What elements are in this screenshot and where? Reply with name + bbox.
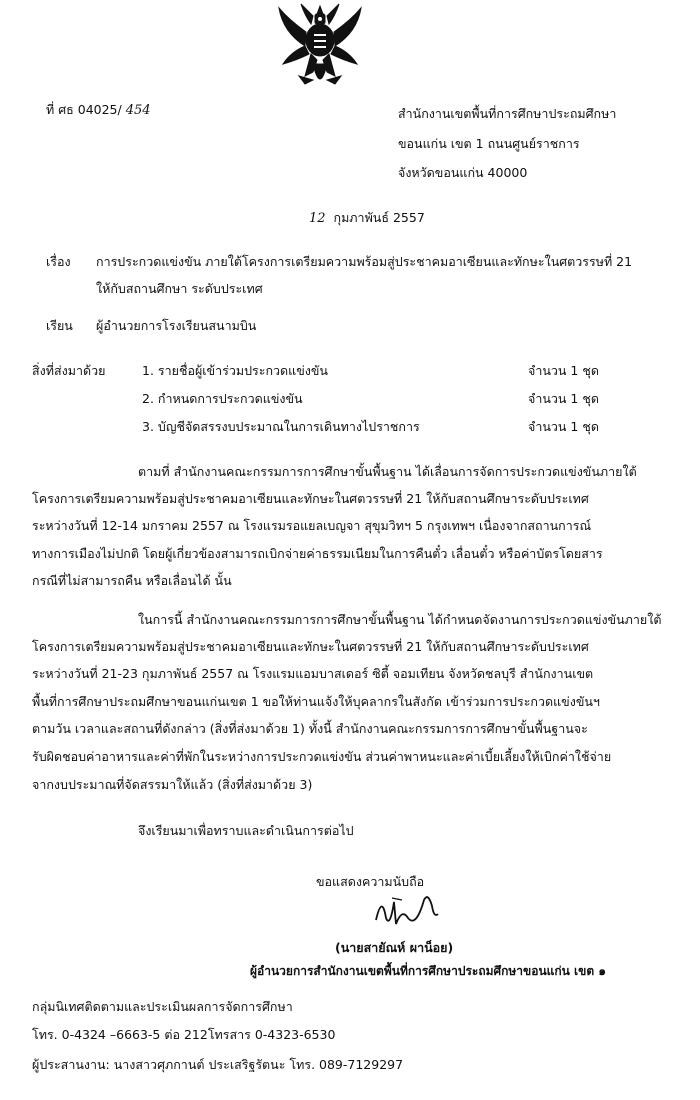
doc-number: [46, 100, 151, 120]
paragraph1-line-3: ระหว่างวันที่ 12-14 มกราคม 2557 ณ โรงแรมรอแยลเบญจา สุขุมวิทฯ 5 กรุงเทพฯ เนื่องจากสถานการณ์: [32, 518, 592, 533]
enclosure-item-3: 3. บัญชีจัดสรรงบประมาณในการเดินทางไปราชการ: [142, 419, 420, 434]
signer-title: ผู้อำนวยการสำนักงานเขตพื้นที่การศึกษาประถมศึกษาขอนแก่น เขต ๑: [250, 964, 606, 978]
letter-date: [309, 208, 425, 228]
enclosure-qty-2: จำนวน 1 ชุด: [528, 391, 599, 406]
sender-address-line-2: ขอนแก่น เขต 1 ถนนศูนย์ราชการ: [398, 136, 580, 151]
sender-address-line-3: จังหวัดขอนแก่น 40000: [398, 165, 528, 180]
paragraph2-line-6: รับผิดชอบค่าอาหารและค่าที่พักในระหว่างการประกวดแข่งขัน ส่วนค่าพาหนะและค่าเบี้ยเลี้ยงให้เบิกค่าใช้จ่าย: [32, 749, 612, 764]
enclosure-item-1: 1. รายชื่อผู้เข้าร่วมประกวดแข่งขัน: [142, 363, 328, 378]
paragraph2-line-5: ตามวัน เวลาและสถานที่ดังกล่าว (สิ่งที่ส่งมาด้วย 1) ทั้งนี้ สำนักงานคณะกรรมการการศึกษาขั้นพื้นฐานจะ: [32, 721, 588, 736]
paragraph1-line-1: ตามที่ สำนักงานคณะกรรมการการศึกษาขั้นพื้นฐาน ได้เลื่อนการจัดการประกวดแข่งขันภายใต้: [138, 464, 637, 479]
enclosure-item-2: 2. กำหนดการประกวดแข่งขัน: [142, 391, 303, 406]
to-label: เรียน: [46, 318, 73, 333]
subject-label: เรื่อง: [46, 254, 71, 269]
to-value: ผู้อำนวยการโรงเรียนสนามบิน: [96, 318, 257, 333]
signature-icon: [372, 888, 442, 932]
enclosure-qty-1: จำนวน 1 ชุด: [528, 363, 599, 378]
garuda-emblem-icon: [275, 2, 365, 94]
closing-request: จึงเรียนมาเพื่อทราบและดำเนินการต่อไป: [138, 823, 354, 838]
paragraph1-line-2: โครงการเตรียมความพร้อมสู่ประชาคมอาเซียนและทักษะในศตวรรษที่ 21 ให้กับสถานศึกษาระดับประเทศ: [32, 491, 589, 506]
subject-line-2: ให้กับสถานศึกษา ระดับประเทศ: [96, 281, 263, 296]
doc-number-label: ที่ ศธ 04025/: [46, 102, 122, 117]
enclosure-qty-3: จำนวน 1 ชุด: [528, 419, 599, 434]
enclosure-label: สิ่งที่ส่งมาด้วย: [32, 363, 106, 378]
paragraph1-line-4: ทางการเมืองไม่ปกติ โดยผู้เกี่ยวข้องสามารถเบิกจ่ายค่าธรรมเนียมในการคืนตั๋ว เลื่อนตั๋ว หรือค่าบัตรโดยสาร: [32, 546, 603, 561]
paragraph2-line-3: ระหว่างวันที่ 21-23 กุมภาพันธ์ 2557 ณ โรงแรมแอมบาสเดอร์ ซิตี้ จอมเทียน จังหวัดชลบุรี สำนักงานเขต: [32, 666, 594, 681]
paragraph2-line-1: ในการนี้ สำนักงานคณะกรรมการการศึกษาขั้นพื้นฐาน ได้กำหนดจัดงานการประกวดแข่งขันภายใต้: [138, 612, 662, 627]
paragraph1-line-5: กรณีที่ไม่สามารถคืน หรือเลื่อนได้ นั้น: [32, 573, 232, 588]
signer-name: (นายสายัณห์ ผาน็อย): [335, 940, 454, 955]
paragraph2-line-4: พื้นที่การศึกษาประถมศึกษาขอนแก่นเขต 1 ขอให้ท่านแจ้งให้บุคลากรในสังกัด เข้าร่วมการประกวดแข่งขันฯ: [32, 694, 600, 709]
division-name: กลุ่มนิเทศติดตามและประเมินผลการจัดการศึกษา: [32, 999, 293, 1014]
sender-address-line-1: สำนักงานเขตพื้นที่การศึกษาประถมศึกษา: [398, 106, 617, 121]
date-month-year: กุมภาพันธ์ 2557: [333, 210, 425, 225]
doc-number-handwritten: 454: [125, 103, 151, 118]
subject-line-1: การประกวดแข่งขัน ภายใต้โครงการเตรียมความพร้อมสู่ประชาคมอาเซียนและทักษะในศตวรรษที่ 21: [96, 254, 633, 269]
date-day-handwritten: 12: [309, 211, 326, 226]
paragraph2-line-7: จากงบประมาณที่จัดสรรมาให้แล้ว (สิ่งที่ส่งมาด้วย 3): [32, 777, 313, 792]
regards: ขอแสดงความนับถือ: [316, 874, 425, 889]
paragraph2-line-2: โครงการเตรียมความพร้อมสู่ประชาคมอาเซียนและทักษะในศตวรรษที่ 21 ให้กับสถานศึกษาระดับประเทศ: [32, 639, 589, 654]
phone-fax: โทร. 0-4324 –6663-5 ต่อ 212โทรสาร 0-4323-6530: [32, 1027, 336, 1042]
coordinator-info: ผู้ประสานงาน: นางสาวศุภกานต์ ประเสริฐรัตนะ โทร. 089-7129297: [32, 1057, 404, 1072]
